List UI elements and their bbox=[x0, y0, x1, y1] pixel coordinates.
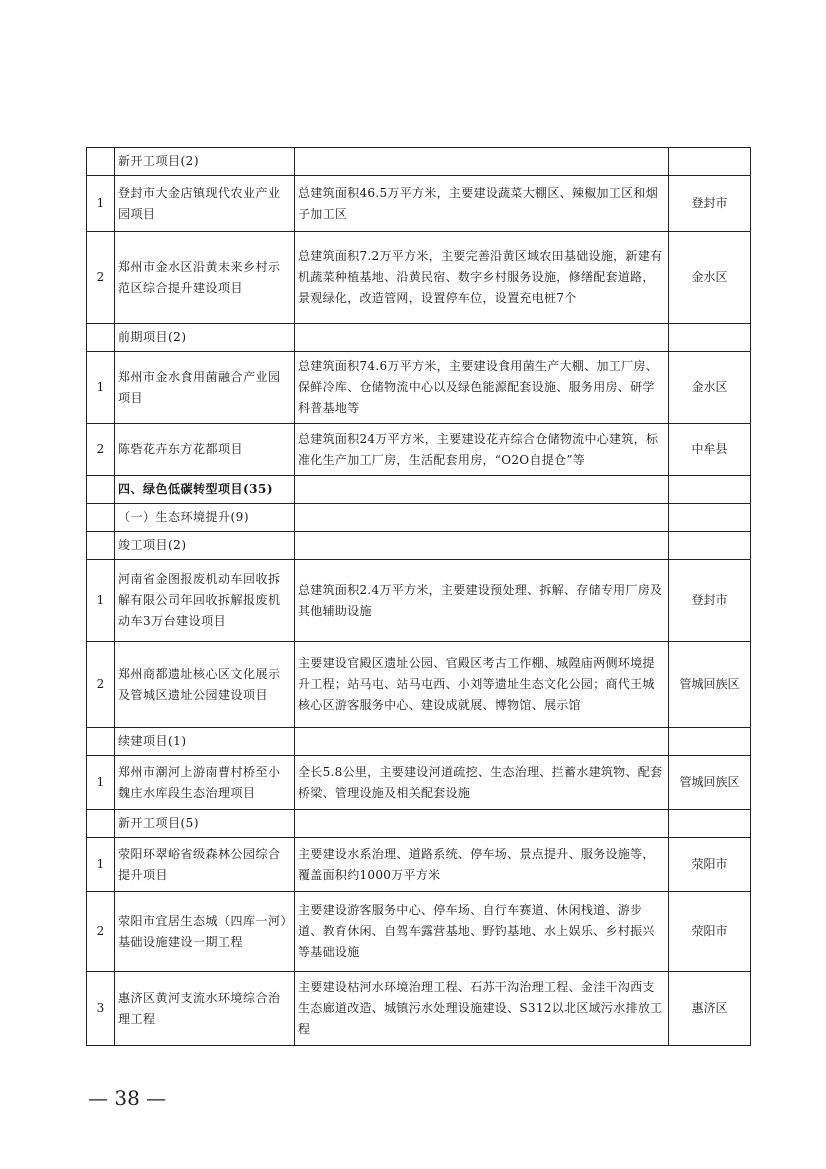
project-name: 郑州市潮河上游南曹村桥至小魏庄水库段生态治理项目 bbox=[115, 756, 295, 810]
project-description bbox=[295, 504, 669, 532]
table-row bbox=[87, 728, 751, 756]
project-name: 陈砦花卉东方花都项目 bbox=[115, 424, 295, 476]
project-description: 主要建设水系治理、道路系统、停车场、景点提升、服务设施等，覆盖面积约1000万平方米 bbox=[295, 838, 669, 892]
row-number bbox=[87, 728, 115, 756]
project-name: 郑州商都遗址核心区文化展示及管城区遗址公园建设项目 bbox=[115, 642, 295, 728]
project-district bbox=[669, 324, 751, 352]
project-name: 前期项目(2) bbox=[115, 324, 295, 352]
row-number bbox=[87, 504, 115, 532]
project-name: 新开工项目(2) bbox=[115, 148, 295, 176]
table-row bbox=[87, 324, 751, 352]
row-number: 1 bbox=[87, 756, 115, 810]
project-description bbox=[295, 324, 669, 352]
row-number bbox=[87, 476, 115, 504]
project-district bbox=[669, 476, 751, 504]
project-description: 总建筑面积74.6万平方米，主要建设食用菌生产大棚、加工厂房、保鲜冷库、仓储物流中心以及绿色能源配套设施、服务用房、研学科普基地等 bbox=[295, 352, 669, 424]
project-district: 荥阳市 bbox=[669, 838, 751, 892]
project-description: 总建筑面积46.5万平方米，主要建设蔬菜大棚区、辣椒加工区和烟子加工区 bbox=[295, 176, 669, 232]
project-description: 总建筑面积7.2万平方米，主要完善沿黄区域农田基础设施，新建有机蔬菜种植基地、沿黄民宿、数字乡村服务设施，修缮配套道路，景观绿化，改造管网，设置停车位，设置充电桩7个 bbox=[295, 232, 669, 324]
project-description: 总建筑面积24万平方米，主要建设花卉综合仓储物流中心建筑，标准化生产加工厂房，生活配套用房，“O2O自提仓”等 bbox=[295, 424, 669, 476]
row-number: 2 bbox=[87, 424, 115, 476]
project-name: 新开工项目(5) bbox=[115, 810, 295, 838]
project-district: 管城回族区 bbox=[669, 642, 751, 728]
table-row bbox=[87, 532, 751, 560]
project-name: （一）生态环境提升(9) bbox=[115, 504, 295, 532]
project-district: 荥阳市 bbox=[669, 892, 751, 972]
row-number: 2 bbox=[87, 232, 115, 324]
row-number: 1 bbox=[87, 838, 115, 892]
table-row bbox=[87, 352, 751, 424]
row-number: 1 bbox=[87, 560, 115, 642]
project-name: 郑州市金水食用菌融合产业园项目 bbox=[115, 352, 295, 424]
project-description: 全长5.8公里，主要建设河道疏挖、生态治理、拦蓄水建筑物、配套桥梁、管理设施及相关配套设施 bbox=[295, 756, 669, 810]
project-table-body bbox=[87, 148, 751, 1046]
table-row bbox=[87, 148, 751, 176]
row-number bbox=[87, 324, 115, 352]
project-description: 主要建设游客服务中心、停车场、自行车赛道、休闲栈道、游步道、教育休闲、自驾车露营基地、野钓基地、水上娱乐、乡村振兴等基础设施 bbox=[295, 892, 669, 972]
row-number: 2 bbox=[87, 892, 115, 972]
project-name: 荥阳市宜居生态城（四库一河）基础设施建设一期工程 bbox=[115, 892, 295, 972]
page-number: — 38 — bbox=[88, 1086, 167, 1110]
project-name: 四、绿色低碳转型项目(35) bbox=[115, 476, 295, 504]
project-district bbox=[669, 532, 751, 560]
row-number: 1 bbox=[87, 352, 115, 424]
project-description: 总建筑面积2.4万平方米，主要建设预处理、拆解、存储专用厂房及其他辅助设施 bbox=[295, 560, 669, 642]
project-district: 登封市 bbox=[669, 560, 751, 642]
table-row bbox=[87, 972, 751, 1046]
table-row bbox=[87, 810, 751, 838]
project-district: 中牟县 bbox=[669, 424, 751, 476]
table-row bbox=[87, 560, 751, 642]
row-number: 3 bbox=[87, 972, 115, 1046]
project-district: 管城回族区 bbox=[669, 756, 751, 810]
row-number: 2 bbox=[87, 642, 115, 728]
row-number bbox=[87, 148, 115, 176]
table-row bbox=[87, 176, 751, 232]
project-description: 主要建设枯河水环境治理工程、石苏干沟治理工程、金洼干沟西支生态廊道改造、城镇污水处理设施建设、S312以北区域污水排放工程 bbox=[295, 972, 669, 1046]
project-district: 金水区 bbox=[669, 232, 751, 324]
project-description bbox=[295, 148, 669, 176]
project-district: 惠济区 bbox=[669, 972, 751, 1046]
project-district: 金水区 bbox=[669, 352, 751, 424]
table-row bbox=[87, 642, 751, 728]
table-row bbox=[87, 892, 751, 972]
project-name: 竣工项目(2) bbox=[115, 532, 295, 560]
project-name: 惠济区黄河支流水环境综合治理工程 bbox=[115, 972, 295, 1046]
row-number bbox=[87, 810, 115, 838]
project-district bbox=[669, 148, 751, 176]
project-name: 荥阳环翠峪省级森林公园综合提升项目 bbox=[115, 838, 295, 892]
project-district bbox=[669, 728, 751, 756]
project-name: 登封市大金店镇现代农业产业园项目 bbox=[115, 176, 295, 232]
project-description bbox=[295, 476, 669, 504]
project-description bbox=[295, 810, 669, 838]
project-description bbox=[295, 532, 669, 560]
row-number: 1 bbox=[87, 176, 115, 232]
table-row bbox=[87, 756, 751, 810]
project-name: 续建项目(1) bbox=[115, 728, 295, 756]
table-row bbox=[87, 476, 751, 504]
project-description bbox=[295, 728, 669, 756]
table-row bbox=[87, 504, 751, 532]
project-table bbox=[86, 147, 751, 1046]
project-district bbox=[669, 810, 751, 838]
project-district: 登封市 bbox=[669, 176, 751, 232]
project-name: 河南省金图报废机动车回收拆解有限公司年回收拆解报废机动车3万台建设项目 bbox=[115, 560, 295, 642]
table-row bbox=[87, 424, 751, 476]
table-row bbox=[87, 838, 751, 892]
row-number bbox=[87, 532, 115, 560]
table-row bbox=[87, 232, 751, 324]
project-name: 郑州市金水区沿黄未来乡村示范区综合提升建设项目 bbox=[115, 232, 295, 324]
project-description: 主要建设官殿区遗址公园、官殿区考古工作棚、城隍庙两侧环境提升工程；站马屯、站马屯西、小刘等遗址生态文化公园；商代王城核心区游客服务中心、建设成就展、博物馆、展示馆 bbox=[295, 642, 669, 728]
project-district bbox=[669, 504, 751, 532]
